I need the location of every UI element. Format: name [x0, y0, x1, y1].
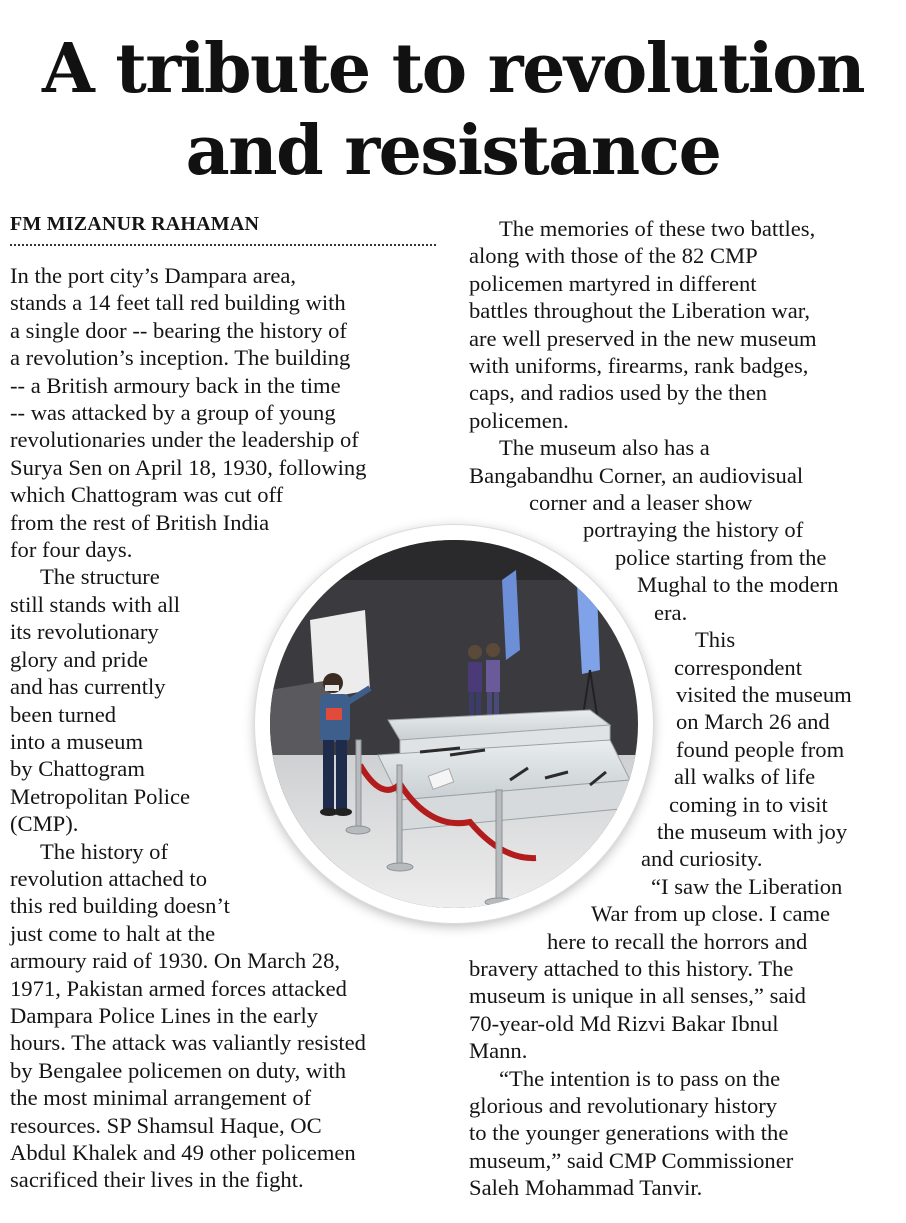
text-line: Abdul Khalek and 49 other policemen: [10, 1140, 356, 1165]
text-line: corner and a leaser show: [529, 490, 753, 516]
text-line: by Chattogram: [10, 756, 145, 782]
text-line: glorious and revolutionary history: [469, 1093, 778, 1118]
text-line: The history of: [40, 838, 169, 864]
text-line: caps, and radios used by the then: [469, 380, 768, 406]
text-line: resources. SP Shamsul Haque, OC: [10, 1112, 322, 1138]
text-line: -- was attacked by a group of young: [10, 400, 336, 426]
text-line: “The intention is to pass on the: [499, 1065, 781, 1091]
text-line: bravery attached to this history. The: [469, 955, 794, 981]
text-line: “I saw the Liberation: [651, 873, 843, 899]
text-line: and has currently: [10, 674, 166, 700]
text-line: revolutionaries under the leadership of: [10, 427, 359, 453]
text-line: -- a British armoury back in the time: [10, 372, 341, 398]
text-line: sacrificed their lives in the fight.: [10, 1167, 304, 1193]
text-line: The memories of these two battles,: [499, 216, 816, 241]
museum-photo-image: [270, 540, 638, 908]
headline: [0, 28, 906, 192]
museum-photo: [255, 525, 653, 923]
text-line: In the port city’s Dampara area,: [10, 263, 297, 288]
text-line: from the rest of British India: [10, 509, 270, 535]
text-line: still stands with all: [10, 591, 181, 617]
text-line: here to recall the horrors and: [547, 928, 808, 954]
text-line: its revolutionary: [10, 619, 159, 645]
text-line: just come to halt at the: [10, 920, 216, 946]
text-line: era.: [654, 599, 688, 625]
text-line: Mughal to the modern: [637, 572, 839, 598]
text-line: museum,” said CMP Commissioner: [469, 1147, 794, 1173]
text-line: stands a 14 feet tall red building with: [10, 290, 346, 316]
text-line: The museum also has a: [499, 435, 710, 461]
text-line: War from up close. I came: [591, 901, 831, 927]
headline-line-1: A tribute to revolution: [41, 29, 865, 109]
text-line: the most minimal arrangement of: [10, 1085, 312, 1111]
text-line: armoury raid of 1930. On March 28,: [10, 948, 341, 974]
text-line: by Bengalee policemen on duty, with: [10, 1057, 347, 1083]
text-line: been turned: [10, 701, 117, 727]
text-line: 70-year-old Md Rizvi Bakar Ibnul: [469, 1010, 779, 1036]
text-line: on March 26 and: [676, 709, 830, 735]
text-line: coming in to visit: [669, 791, 828, 817]
text-line: glory and pride: [10, 646, 149, 672]
text-line: revolution attached to: [10, 865, 208, 891]
text-line: this red building doesn’t: [10, 893, 230, 919]
text-line: battles throughout the Liberation war,: [469, 298, 811, 324]
text-line: policemen.: [469, 407, 569, 433]
headline-line-2: and resistance: [185, 111, 721, 191]
text-line: 1971, Pakistan armed forces attacked: [10, 975, 347, 1001]
text-line: a revolution’s inception. The building: [10, 345, 351, 371]
text-line: The structure: [40, 564, 160, 590]
text-line: This: [695, 627, 736, 653]
text-line: a single door -- bearing the history of: [10, 317, 347, 343]
text-line: Dampara Police Lines in the early: [10, 1002, 319, 1028]
text-line: police starting from the: [615, 544, 827, 570]
text-line: with uniforms, firearms, rank badges,: [469, 353, 809, 379]
text-line: hours. The attack was valiantly resisted: [10, 1030, 366, 1056]
text-line: Saleh Mohammad Tanvir.: [469, 1175, 703, 1201]
text-line: portraying the history of: [583, 517, 804, 543]
text-line: all walks of life: [674, 764, 816, 790]
text-line: are well preserved in the new museum: [469, 325, 817, 351]
text-line: correspondent: [674, 654, 802, 680]
text-line: visited the museum: [676, 681, 852, 707]
text-line: (CMP).: [10, 811, 79, 837]
text-line: for four days.: [10, 537, 133, 563]
text-line: policemen martyred in different: [469, 270, 757, 296]
text-line: Surya Sen on April 18, 1930, following: [10, 454, 367, 480]
text-line: found people from: [676, 736, 845, 762]
text-line: to the younger generations with the: [469, 1120, 789, 1146]
byline: FM MIZANUR RAHAMAN: [10, 213, 260, 235]
byline-divider: [10, 244, 436, 246]
text-line: Mann.: [469, 1038, 528, 1064]
text-line: Bangabandhu Corner, an audiovisual: [469, 462, 804, 488]
text-line: the museum with joy: [657, 818, 848, 844]
text-line: and curiosity.: [641, 846, 763, 872]
text-line: which Chattogram was cut off: [10, 482, 284, 508]
text-line: along with those of the 82 CMP: [469, 243, 758, 269]
text-line: museum is unique in all senses,” said: [469, 983, 806, 1009]
text-line: Metropolitan Police: [10, 783, 191, 809]
text-line: into a museum: [10, 728, 144, 754]
